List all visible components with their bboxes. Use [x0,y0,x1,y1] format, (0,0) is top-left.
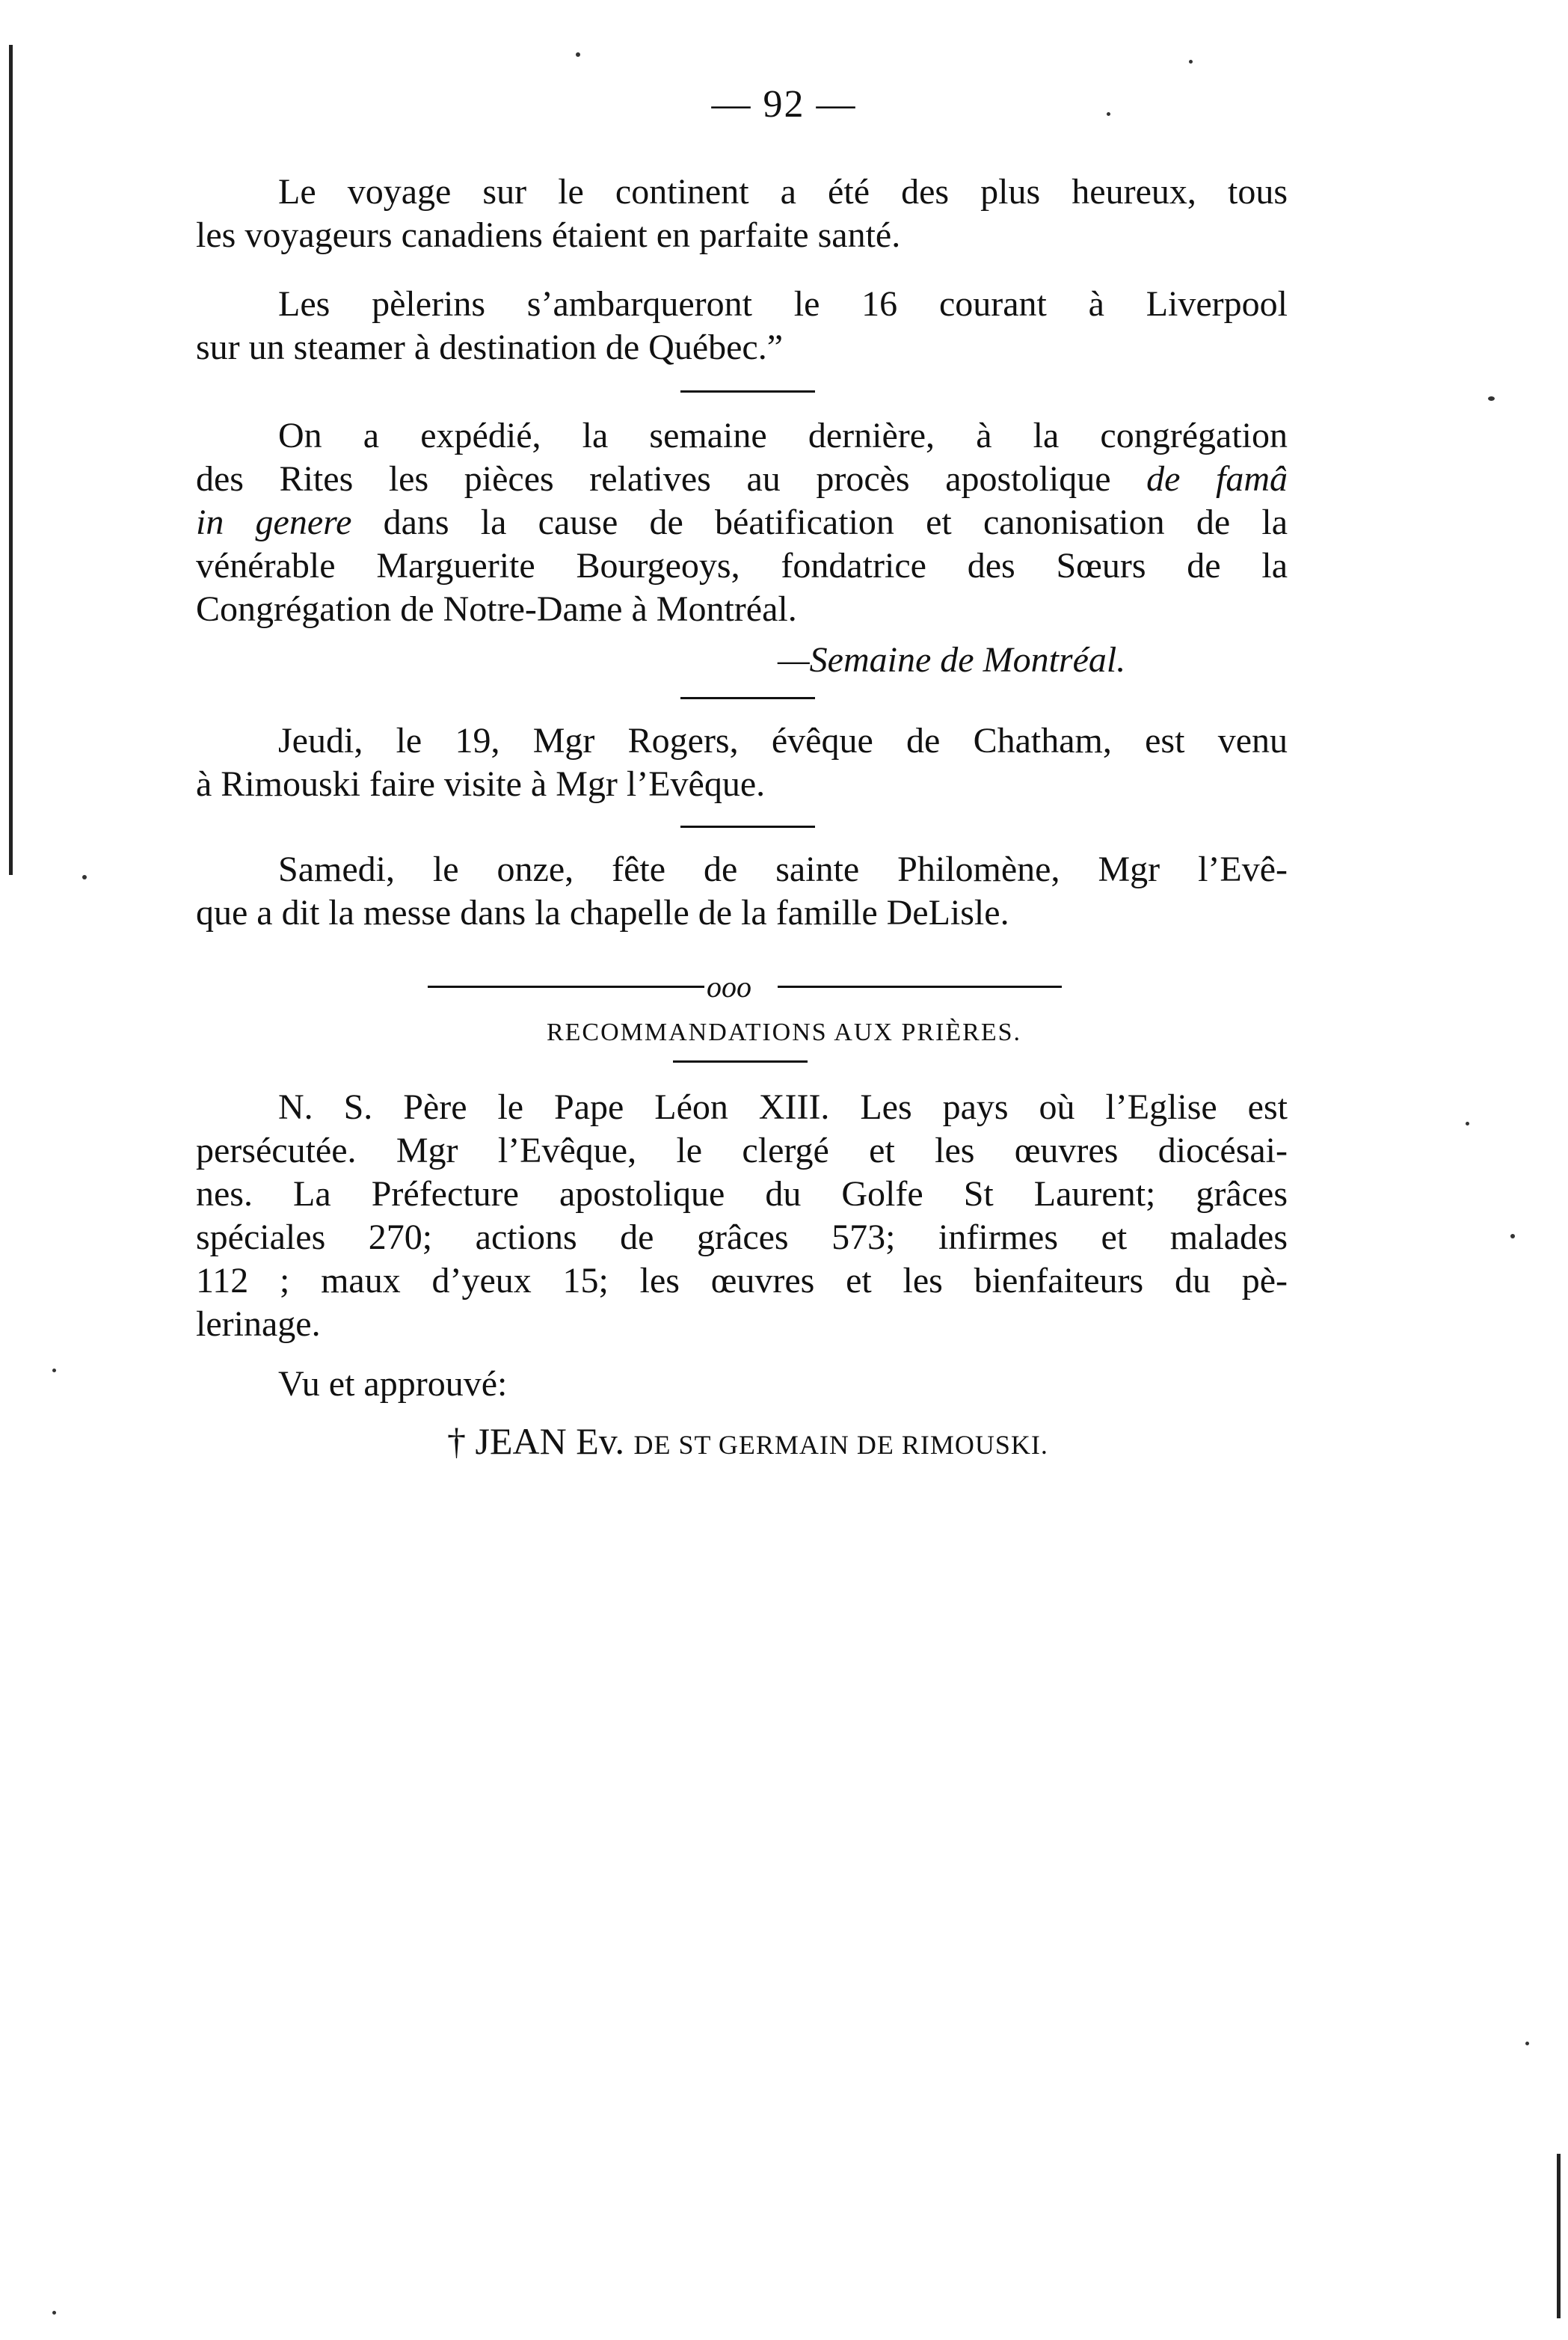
right-edge-rule [1557,2154,1561,2318]
scan-speck [82,875,87,879]
signature-name: JEAN [475,1420,567,1462]
separator-rule [680,826,815,828]
heading-rule-left [428,986,704,988]
left-edge-rule [9,45,13,875]
scan-speck [1189,60,1193,64]
text-line: 112 ; maux d’yeux 15; les œuvres et les bienfaiteurs du pè- [196,1261,1288,1300]
signature-diocese: DE ST GERMAIN DE RIMOUSKI. [633,1430,1048,1460]
heading-rule-right [778,986,1062,988]
text-line: Les pèlerins s’ambarqueront le 16 courant à Liverpool [278,284,1288,324]
signature-line [447,1419,1048,1463]
text-segment: des Rites les pièces relatives au procès apostolique [196,459,1147,499]
scan-speck [52,1369,56,1372]
page-number: — 92 — [711,83,857,126]
separator-rule [680,697,815,699]
paragraph-1 [196,171,1288,257]
separator-rule [673,1060,808,1063]
paragraph-6 [196,1086,1288,1346]
signature-title: Ev. [576,1420,625,1462]
text-line: les voyageurs canadiens étaient en parfaite santé. [196,215,901,255]
separator-rule [680,390,815,393]
text-line: sur un steamer à destination de Québec.” [196,328,784,367]
text-line: Samedi, le onze, fête de sainte Philomène, Mgr l’Evê- [278,850,1288,889]
cross-symbol: † [447,1420,466,1462]
text-line: persécutée. Mgr l’Evêque, le clergé et les œuvres diocésai- [196,1131,1288,1170]
text-line: Jeudi, le 19, Mgr Rogers, évêque de Chatham, est venu [278,721,1288,761]
text-line: Le voyage sur le continent a été des plus heureux, tous [278,172,1288,212]
text-line: lerinage. [196,1304,321,1344]
text-line: que a dit la messe dans la chapelle de la famille DeLisle. [196,893,1009,933]
italic-phrase: in genere [196,503,352,542]
text-line: N. S. Père le Pape Léon XIII. Les pays où l’Eglise est [278,1087,1288,1127]
source-attribution: —Semaine de Montréal. [778,640,1126,680]
paragraph-5 [196,848,1288,935]
text-line: spéciales 270; actions de grâces 573; infirmes et malades [196,1217,1288,1257]
scan-speck [1466,1122,1469,1126]
text-line: vénérable Marguerite Bourgeoys, fondatrice des Sœurs de la [196,546,1288,586]
scan-speck [1107,112,1110,116]
paragraph-3 [196,414,1288,631]
scan-speck [52,2311,56,2315]
section-ornament: ooo [707,970,751,1004]
scan-speck [1488,396,1495,401]
italic-phrase: de famâ [1146,459,1288,499]
text-line: Vu et approuvé: [278,1364,508,1404]
text-line [196,458,1288,501]
scan-speck [1525,2042,1529,2045]
scan-speck [1510,1234,1515,1238]
text-line [196,501,1288,544]
paragraph-7 [196,1363,1288,1406]
text-line: Congrégation de Notre-Dame à Montréal. [196,589,797,629]
paragraph-2 [196,283,1288,369]
section-title: RECOMMANDATIONS AUX PRIÈRES. [546,1019,1021,1046]
scan-speck [576,52,580,57]
text-line: à Rimouski faire visite à Mgr l’Evêque. [196,764,766,804]
text-line: nes. La Préfecture apostolique du Golfe St Laurent; grâces [196,1174,1288,1214]
text-segment: dans la cause de béatification et canonisation de la [351,503,1288,542]
paragraph-4 [196,719,1288,806]
text-line: On a expédié, la semaine dernière, à la congrégation [278,416,1288,455]
